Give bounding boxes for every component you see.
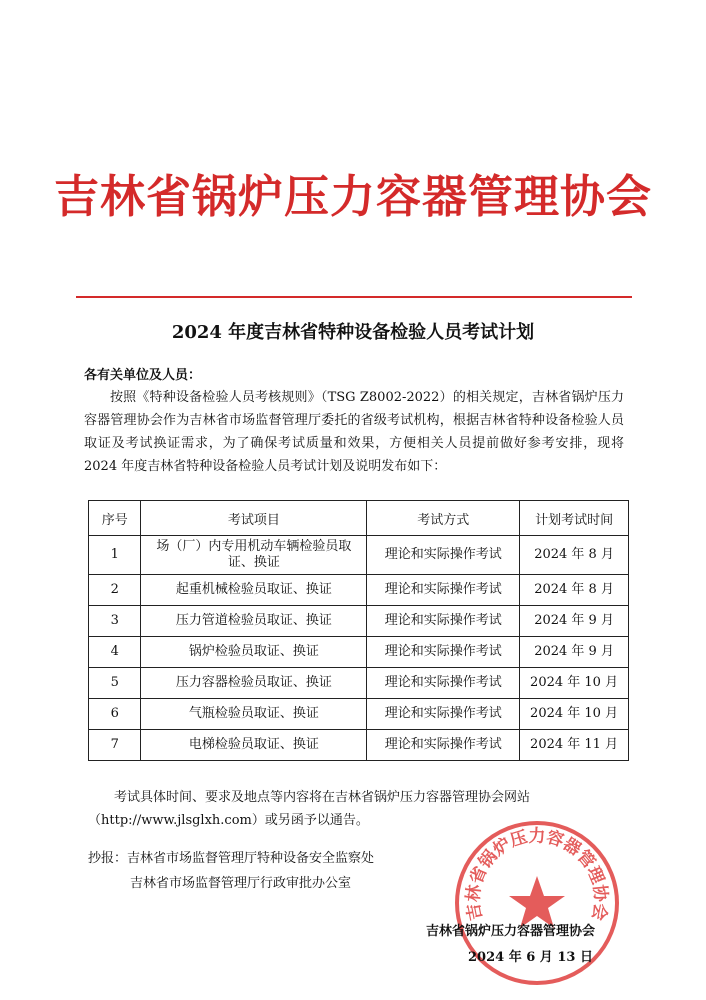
- document-title: 2024 年度吉林省特种设备检验人员考试计划: [171, 322, 535, 343]
- cell-index: 3: [89, 606, 141, 637]
- table-row: [89, 536, 629, 575]
- signature-organization: 吉林省锅炉压力容器管理协会: [426, 924, 596, 939]
- table-header-row: [89, 501, 629, 536]
- cell-date: 2024 年 10 月: [520, 699, 629, 730]
- cell-date: 2024 年 8 月: [520, 536, 629, 575]
- cell-index: 4: [89, 637, 141, 668]
- cell-index: 5: [89, 668, 141, 699]
- table-row: [89, 575, 629, 606]
- seal-arc-textpath: 吉林省锅炉压力容器管理协会: [463, 826, 611, 923]
- red-divider: [76, 296, 632, 298]
- cc-recipient-2: 吉林省市场监督管理厅行政审批办公室: [130, 876, 352, 891]
- cc-label: 抄报：: [88, 851, 128, 866]
- cell-subject: 起重机械检验员取证、换证: [141, 575, 367, 606]
- cell-subject: 气瓶检验员取证、换证: [141, 699, 367, 730]
- cell-date: 2024 年 10 月: [520, 668, 629, 699]
- cell-subject: 锅炉检验员取证、换证: [141, 637, 367, 668]
- header-cell-method: 考试方式: [367, 501, 520, 536]
- table-row: [89, 730, 629, 761]
- cell-method: 理论和实际操作考试: [367, 575, 520, 606]
- cell-method: 理论和实际操作考试: [367, 536, 520, 575]
- cell-subject: 场（厂）内专用机动车辆检验员取证、换证: [141, 536, 367, 575]
- cell-index: 7: [89, 730, 141, 761]
- cell-date: 2024 年 11 月: [520, 730, 629, 761]
- cell-date: 2024 年 9 月: [520, 606, 629, 637]
- salutation: 各有关单位及人员：: [84, 368, 202, 383]
- header-cell-date: 计划考试时间: [520, 501, 629, 536]
- cell-index: 2: [89, 575, 141, 606]
- signature-date: 2024 年 6 月 13 日: [468, 950, 593, 965]
- table-row: [89, 637, 629, 668]
- table-row: [89, 699, 629, 730]
- table-row: [89, 668, 629, 699]
- cell-date: 2024 年 9 月: [520, 637, 629, 668]
- cell-subject: 压力容器检验员取证、换证: [141, 668, 367, 699]
- header-cell-subject: 考试项目: [141, 501, 367, 536]
- cell-date: 2024 年 8 月: [520, 575, 629, 606]
- exam-plan-table: [88, 500, 629, 761]
- cell-method: 理论和实际操作考试: [367, 730, 520, 761]
- website-note: 考试具体时间、要求及地点等内容将在吉林省锅炉压力容器管理协会网站（http://www.jlsglxh.com）或另函予以通告。: [88, 790, 531, 828]
- cell-subject: 压力管道检验员取证、换证: [141, 606, 367, 637]
- intro-paragraph: 按照《特种设备检验人员考核规则》（TSG Z8002-2022）的相关规定，吉林省锅炉压力容器管理协会作为吉林省市场监督管理厅委托的省级考试机构，根据吉林省特种设备检验人员取证及考试换证需求，为了确保考试质量和效果，方便相关人员提前做好参考安排，现将 2024 年度吉林省特种设备检验人员考试计划及说明发布如下：: [84, 390, 624, 474]
- cell-method: 理论和实际操作考试: [367, 668, 520, 699]
- cell-subject: 电梯检验员取证、换证: [141, 730, 367, 761]
- organization-letterhead: 吉林省锅炉压力容器管理协会: [53, 170, 652, 223]
- cc-recipient-1: 吉林省市场监督管理厅特种设备安全监察处: [127, 851, 375, 866]
- cell-method: 理论和实际操作考试: [367, 699, 520, 730]
- cell-index: 6: [89, 699, 141, 730]
- header-cell-index: 序号: [89, 501, 141, 536]
- cell-method: 理论和实际操作考试: [367, 606, 520, 637]
- cell-index: 1: [89, 536, 141, 575]
- cell-method: 理论和实际操作考试: [367, 637, 520, 668]
- table-row: [89, 606, 629, 637]
